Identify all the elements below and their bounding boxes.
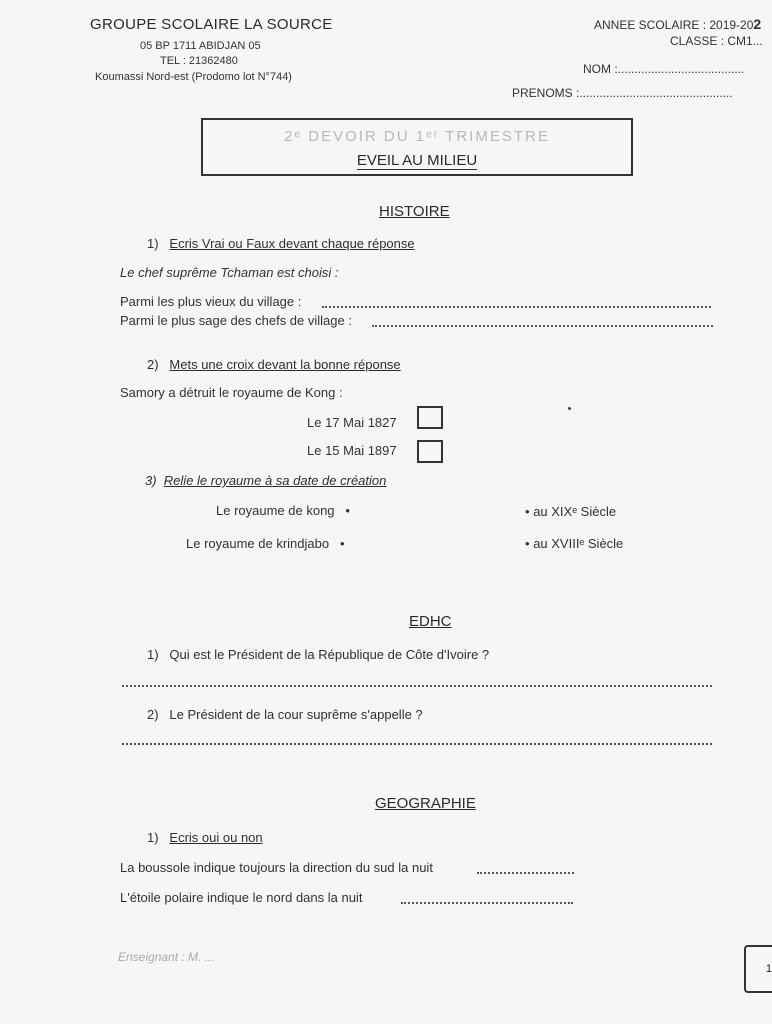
faded-exam-title: 2ᵉ DEVOIR DU 1ᵉʳ TRIMESTRE <box>284 128 550 145</box>
question-text: Qui est le Président de la République de Côte d'Ivoire ? <box>169 647 490 662</box>
option-label: Le 17 Mai 1827 <box>307 415 397 430</box>
stray-mark <box>568 407 571 410</box>
histoire-q1 <box>147 236 415 251</box>
match-right-item: • au XIXᵉ Siècle <box>525 504 617 519</box>
question-number: 1) <box>147 647 159 662</box>
faded-footer-note: Enseignant : M. ... <box>118 950 215 964</box>
option-checkbox[interactable] <box>417 440 443 463</box>
match-left-item: Le royaume de krindjabo • <box>186 536 345 551</box>
school-year <box>594 16 761 32</box>
question-instruction: Ecris oui ou non <box>169 830 263 845</box>
geographie-q1-item-2: L'étoile polaire indique le nord dans la nuit <box>120 890 363 905</box>
histoire-q2-prompt: Samory a détruit le royaume de Kong : <box>120 385 343 400</box>
school-address: 05 BP 1711 ABIDJAN 05 <box>140 40 261 52</box>
school-name: GROUPE SCOLAIRE LA SOURCE <box>90 16 333 33</box>
question-number: 2) <box>147 707 159 722</box>
histoire-q1-prompt: Le chef suprême Tchaman est choisi : <box>120 265 339 280</box>
option-label: Le 15 Mai 1897 <box>307 443 397 458</box>
question-number: 3) <box>145 473 157 488</box>
name-field[interactable]: NOM :...................................... <box>583 62 745 76</box>
match-left-item: Le royaume de kong • <box>216 503 350 518</box>
answer-line[interactable] <box>322 306 711 308</box>
histoire-q3 <box>145 473 386 488</box>
question-number: 1) <box>147 830 159 845</box>
firstname-field[interactable]: PRENOMS :.............................................. <box>512 86 733 100</box>
question-number: 2) <box>147 357 159 372</box>
school-phone: TEL : 21362480 <box>160 55 238 67</box>
edhc-q2 <box>147 707 423 722</box>
option-checkbox[interactable] <box>417 406 443 429</box>
answer-line[interactable] <box>372 325 713 327</box>
match-right-item: • au XVIIIᵉ Siècle <box>525 536 624 551</box>
geographie-q1 <box>147 830 263 845</box>
section-title-histoire: HISTOIRE <box>379 203 450 220</box>
subject-title: EVEIL AU MILIEU <box>356 152 478 169</box>
question-instruction: Mets une croix devant la bonne réponse <box>169 357 401 372</box>
edhc-q1 <box>147 647 489 662</box>
geographie-q1-item-1: La boussole indique toujours la direction du sud la nuit <box>120 860 433 875</box>
school-year-text: ANNEE SCOLAIRE : 2019-20 <box>594 18 754 32</box>
question-number: 1) <box>147 236 159 251</box>
school-location: Koumassi Nord-est (Prodomo lot N°744) <box>95 71 292 83</box>
question-instruction: Relie le royaume à sa date de création <box>163 473 387 488</box>
answer-line[interactable] <box>122 685 712 687</box>
section-title-edhc: EDHC <box>409 613 452 630</box>
class-field: CLASSE : CM1... <box>670 34 763 48</box>
histoire-q1-item-2: Parmi le plus sage des chefs de village : <box>120 313 352 328</box>
answer-line[interactable] <box>401 902 573 904</box>
title-box <box>201 118 633 176</box>
histoire-q2 <box>147 357 401 372</box>
answer-line[interactable] <box>477 872 574 874</box>
question-instruction: Ecris Vrai ou Faux devant chaque réponse <box>169 236 415 251</box>
answer-line[interactable] <box>122 743 712 745</box>
question-text: Le Président de la cour suprême s'appelle ? <box>169 707 423 722</box>
page-number: 1 <box>744 945 772 993</box>
histoire-q1-item-1: Parmi les plus vieux du village : <box>120 294 302 309</box>
school-year-suffix: 2 <box>753 16 762 32</box>
section-title-geographie: GEOGRAPHIE <box>375 795 476 812</box>
